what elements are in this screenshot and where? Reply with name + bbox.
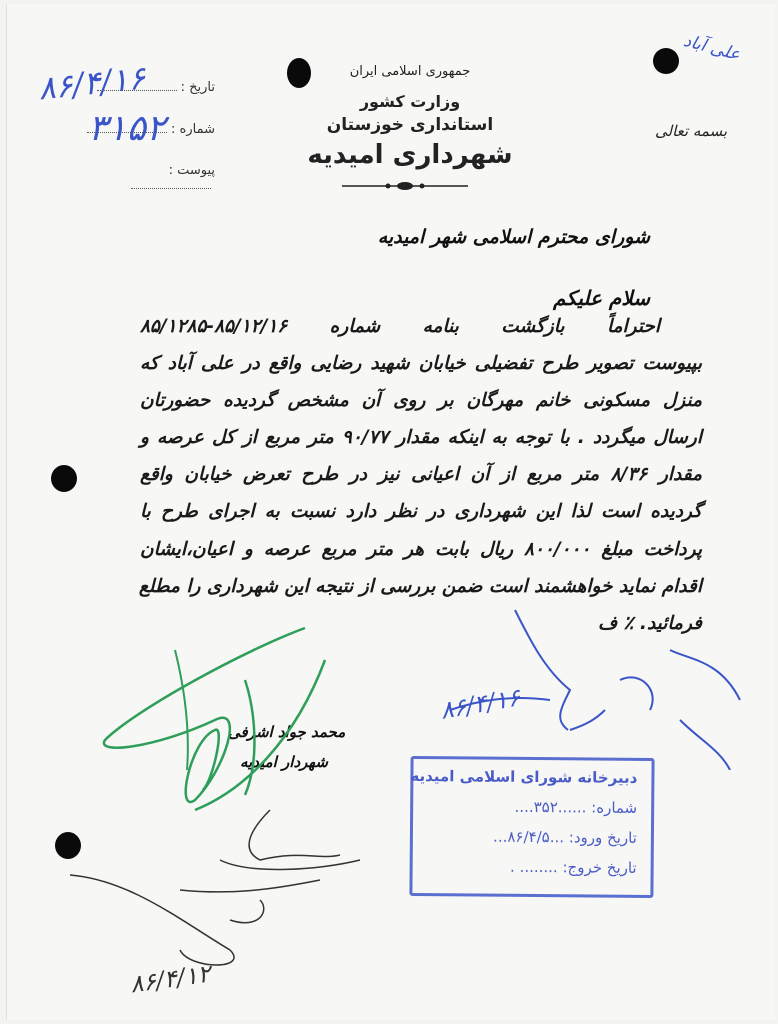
signer-name: محمد جواد اشرفی — [228, 723, 346, 741]
attachment-label: پیوست : — [168, 163, 215, 178]
ministry-label: وزارت کشور — [359, 92, 461, 111]
bottom-handwriting — [70, 800, 370, 1010]
date-label: تاریخ : — [180, 80, 215, 95]
body-line: بپیوست تصویر طرح تفضیلی خیابان شهید رضایی واقع در علی آباد که — [140, 353, 702, 374]
body-line: گردیده است لذا این شهرداری در نظر دارد نسبت به اجرای طرح با — [140, 501, 702, 522]
number-label: شماره : — [171, 122, 215, 137]
signer-title: شهردار امیدیه — [240, 753, 328, 771]
body-line: فرمائید. ٪ ف — [597, 613, 702, 634]
ornament-divider — [340, 180, 470, 192]
handwritten-date: ۸۶/۴/۱۶ — [36, 58, 148, 108]
handwritten-number: ۳۱۵۲ — [88, 108, 166, 149]
body-line: منزل مسکونی خانم مهرگان بر روی آن مشخص گردیده حضورتان — [140, 390, 702, 411]
body-line: پرداخت مبلغ ۸۰۰/۰۰۰ ریال بابت هر متر مربع عرصه و اعیان،ایشان — [140, 539, 703, 560]
attachment-field — [85, 163, 215, 193]
invocation-label: بسمه تعالی — [655, 122, 728, 140]
greeting: سلام علیکم — [553, 286, 650, 310]
municipality-title: شهرداری امیدیه — [307, 140, 513, 170]
green-signature — [95, 620, 335, 820]
punch-hole — [653, 48, 679, 74]
stamp-exit-date: تاریخ خروج: ........ . — [509, 857, 637, 877]
punch-hole — [51, 465, 77, 492]
stamp-title: دبیرخانه شورای اسلامی امیدیه — [410, 766, 638, 787]
body-line: احتراماً بازگشت بنامه شماره ۸۵/۱۲/۱۶-۸۵/۱۲۸۵ — [140, 316, 660, 337]
body-line: ارسال میگردد . با توجه به اینکه مقدار ۹۰/۷۷ متر مربع از کل عرصه و — [140, 427, 702, 448]
recipient: شورای محترم اسلامی شهر امیدیه — [377, 226, 650, 248]
handwritten-right-date: ۸۶/۴/۱۶ — [438, 683, 523, 725]
body-line: مقدار ۸/۳۶ متر مربع از آن اعیانی نیز در طرح تعرض خیابان واقع — [140, 464, 702, 485]
stamp-entry-date: تاریخ ورود: ...۸۶/۴/۵... — [493, 827, 637, 847]
stamp-number: شماره: ......۳۵۲.... — [514, 797, 638, 817]
handwritten-bottom-date: ۸۶/۴/۱۲ — [128, 959, 213, 999]
body-line: اقدام نماید خواهشمند است ضمن بررسی از نتیجه این شهرداری را مطلع — [138, 576, 702, 597]
republic-label: جمهوری اسلامی ایران — [349, 64, 471, 79]
council-secretariat-stamp — [409, 756, 654, 898]
margin-note: علی آباد — [681, 30, 743, 66]
governorate-label: استانداری خوزستان — [326, 115, 494, 135]
blue-handwriting — [420, 600, 760, 770]
